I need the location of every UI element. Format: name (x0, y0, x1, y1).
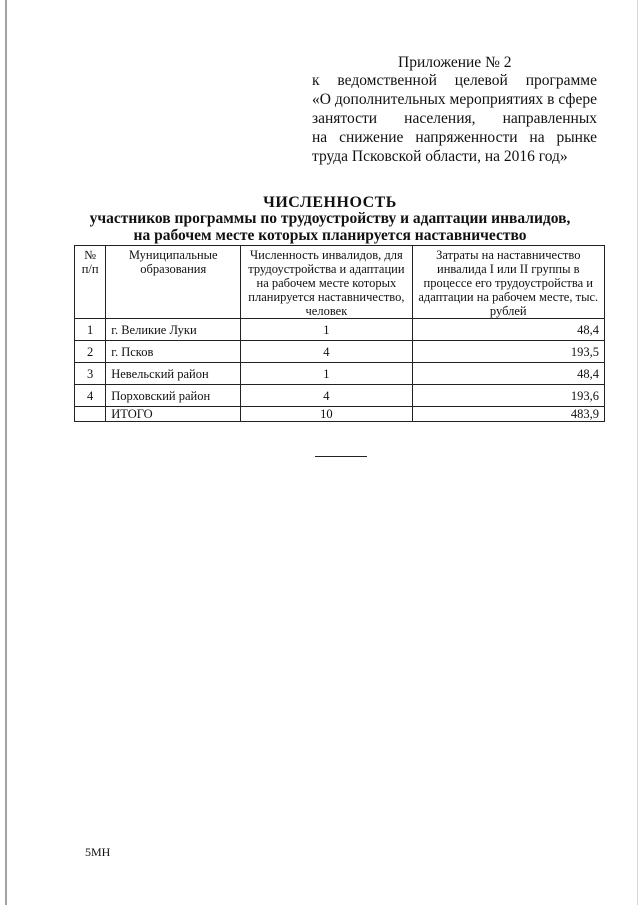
row-count: 1 (241, 363, 412, 385)
header-count: Численность инвалидов, для трудоустройства и адаптации на рабочем месте которых планируется наставничество, человек (241, 246, 412, 319)
row-cost: 193,6 (412, 385, 604, 407)
row-number: 3 (75, 363, 106, 385)
row-number: 2 (75, 341, 106, 363)
row-number: 1 (75, 319, 106, 341)
scan-edge-left (5, 0, 7, 905)
table-header-row (75, 246, 605, 319)
row-count: 4 (241, 341, 412, 363)
row-municipality: Порховский район (106, 385, 241, 407)
row-count: 4 (241, 385, 412, 407)
footer-code: 5МН (85, 845, 111, 859)
appendix-line-3: занятости населения, направленных (312, 110, 597, 127)
appendix-line-5: труда Псковской области, на 2016 год» (312, 148, 568, 165)
participants-table (74, 245, 605, 422)
row-municipality: г. Великие Луки (106, 319, 241, 341)
document-title: ЧИСЛЕННОСТЬ (263, 194, 397, 211)
table-row (75, 319, 605, 341)
appendix-line-1: к ведомственной целевой программе (312, 72, 597, 89)
table-total-row (75, 407, 605, 422)
table-row (75, 385, 605, 407)
document-subtitle-line-1: участников программы по трудоустройству и адаптации инвалидов, (89, 210, 571, 227)
table-row (75, 363, 605, 385)
row-number: 4 (75, 385, 106, 407)
row-municipality: г. Псков (106, 341, 241, 363)
row-count: 1 (241, 319, 412, 341)
row-cost: 193,5 (412, 341, 604, 363)
scan-edge-right (637, 0, 638, 905)
total-number (75, 407, 106, 422)
header-number: № п/п (75, 246, 106, 319)
row-cost: 48,4 (412, 363, 604, 385)
end-separator-line (315, 456, 367, 457)
row-municipality: Невельский район (106, 363, 241, 385)
total-label: ИТОГО (106, 407, 241, 422)
appendix-line-4: на снижение напряженности на рынке (312, 129, 597, 146)
total-cost: 483,9 (412, 407, 604, 422)
document-subtitle-line-2: на рабочем месте которых планируется наставничество (133, 227, 527, 244)
table-row (75, 341, 605, 363)
row-cost: 48,4 (412, 319, 604, 341)
total-count: 10 (241, 407, 412, 422)
header-cost: Затраты на наставничество инвалида I или II группы в процессе его трудоустройства и адаптации на рабочем месте, тыс. рублей (412, 246, 604, 319)
appendix-line-2: «О дополнительных мероприятиях в сфере (312, 91, 597, 108)
appendix-title: Приложение № 2 (398, 54, 512, 71)
header-municipality: Муниципальные образования (106, 246, 241, 319)
